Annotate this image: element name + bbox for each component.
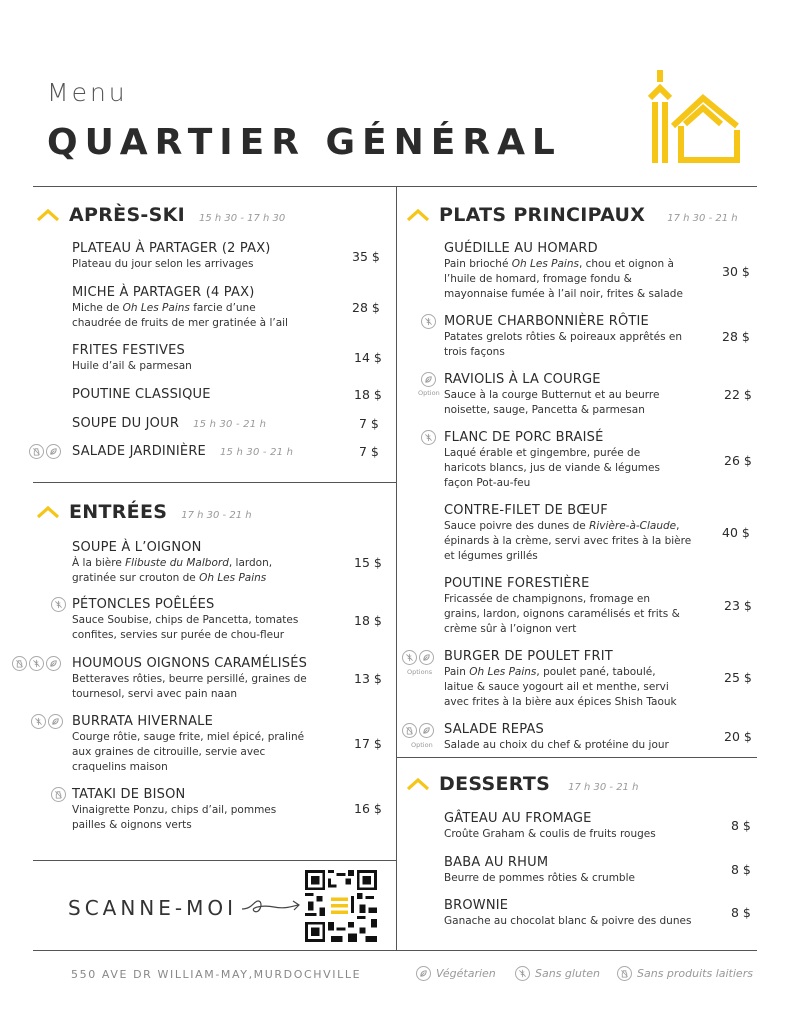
menu-item	[444, 372, 659, 418]
menu-item	[72, 285, 288, 331]
item-description: Pain Oh Les Pains, poulet pané, taboulé, laitue & sauce yogourt ail et menthe, servi avec frites à la bière aux épices Shish Taouk	[444, 666, 677, 708]
item-price: 20 $	[724, 729, 752, 744]
no-gluten-icon	[31, 714, 46, 729]
right-section-divider	[396, 757, 757, 758]
item-name: MICHE À PARTAGER (4 PAX)	[72, 285, 255, 300]
item-price: 22 $	[724, 387, 752, 402]
no-gluten-icon	[402, 650, 417, 665]
column-divider	[396, 186, 397, 950]
section-entrees	[37, 501, 252, 523]
option-label: Options	[407, 668, 433, 676]
item-description: Salade au choix du chef & protéine du jour	[444, 739, 669, 751]
item-price: 26 $	[724, 453, 752, 468]
chevron-up-icon	[37, 209, 59, 221]
diet-icons	[12, 656, 61, 671]
item-description: Sauce Soubise, chips de Pancetta, tomates confites, servies sur purée de chou-fleur	[72, 614, 299, 641]
item-price: 28 $	[722, 329, 750, 344]
item-description: Fricassée de champignons, fromage en grains, lardon, oignons caramélisés et frits & crème sûr à l’oignon vert	[444, 593, 680, 635]
item-description: Beurre de pommes rôties & crumble	[444, 872, 635, 884]
item-price: 8 $	[731, 818, 751, 833]
legend-label: Sans produits laitiers	[637, 967, 753, 980]
menu-item	[72, 787, 276, 833]
section-apres-ski	[37, 204, 285, 226]
menu-item	[444, 898, 691, 929]
menu-item	[72, 597, 298, 643]
legend-label: Sans gluten	[535, 967, 600, 980]
leaf-icon	[421, 372, 436, 387]
item-description: Pain brioché Oh Les Pains, chou et oignon à l’huile de homard, fromage fondu & mayonnaise fumée à l’ail noir, frites & salade	[444, 258, 683, 300]
no-dairy-icon	[402, 723, 417, 738]
item-price: 8 $	[731, 862, 751, 877]
item-price: 14 $	[354, 350, 382, 365]
item-description: Ganache au chocolat blanc & poivre des dunes	[444, 915, 692, 927]
chevron-up-icon	[407, 778, 429, 790]
item-description: Betteraves rôties, beurre persillé, graines de tournesol, servi avec pain naan	[72, 673, 307, 700]
menu-item	[72, 444, 293, 459]
menu-item	[444, 722, 669, 753]
left-section-divider	[33, 482, 396, 483]
item-name: CONTRE-FILET DE BŒUF	[444, 503, 608, 518]
header-divider	[33, 186, 757, 187]
legend-label: Végétarien	[436, 967, 496, 980]
diet-icons	[402, 723, 434, 738]
diet-icons	[51, 787, 66, 802]
diet-icons	[51, 597, 66, 612]
item-description: Vinaigrette Ponzu, chips d’ail, pommes pailles & oignons verts	[72, 804, 277, 831]
menu-item	[444, 576, 680, 637]
menu-item	[72, 387, 211, 402]
legend-vegetarian	[416, 966, 496, 981]
item-name: MORUE CHARBONNIÈRE RÔTIE	[444, 314, 649, 329]
item-description: À la bière Flibuste du Malbord, lardon, gratinée sur crouton de Oh Les Pains	[72, 557, 273, 584]
no-dairy-icon	[12, 656, 27, 671]
item-name: SOUPE DU JOUR	[72, 416, 180, 431]
item-price: 40 $	[722, 525, 750, 540]
leaf-icon	[419, 723, 434, 738]
address: 550 AVE DR WILLIAM-MAY,MURDOCHVILLE	[71, 968, 362, 981]
menu-item	[72, 241, 271, 272]
legend-gluten-free	[515, 966, 600, 981]
item-name: SOUPE À L’OIGNON	[72, 540, 202, 555]
item-description: Sauce à la courge Butternut et au beurre noisette, sauge, Pancetta & parmesan	[444, 389, 660, 416]
option-label: Option	[411, 741, 433, 749]
item-price: 7 $	[359, 416, 379, 431]
item-name: BABA AU RHUM	[444, 855, 549, 870]
menu-item	[72, 540, 272, 586]
item-name: BROWNIE	[444, 898, 509, 913]
item-hours: 15 h 30 - 21 h	[193, 419, 267, 430]
leaf-icon	[46, 656, 61, 671]
left-footer-divider	[33, 860, 396, 861]
no-gluten-icon	[29, 656, 44, 671]
section-desserts	[407, 773, 638, 795]
item-name: GUÉDILLE AU HOMARD	[444, 241, 598, 256]
no-gluten-icon	[421, 430, 436, 445]
item-price: 18 $	[354, 387, 382, 402]
item-description: Croûte Graham & coulis de fruits rouges	[444, 828, 656, 840]
item-price: 17 $	[354, 736, 382, 751]
item-hours: 15 h 30 - 21 h	[219, 447, 294, 458]
qr-code[interactable]	[304, 870, 378, 942]
diet-icons	[29, 444, 61, 459]
menu-item	[444, 811, 656, 842]
menu-item	[72, 714, 304, 775]
item-name: PÉTONCLES POÊLÉES	[72, 597, 215, 612]
leaf-icon	[419, 650, 434, 665]
item-price: 30 $	[722, 264, 750, 279]
no-dairy-icon	[29, 444, 44, 459]
item-description: Huile d’ail & parmesan	[72, 360, 192, 372]
section-title: ENTRÉES	[69, 501, 168, 523]
item-price: 15 $	[354, 555, 382, 570]
leaf-icon	[46, 444, 61, 459]
footer-divider	[33, 950, 757, 951]
item-name: GÂTEAU AU FROMAGE	[444, 811, 592, 826]
diet-icons	[421, 314, 436, 329]
arrow-swirl-icon	[240, 893, 302, 921]
item-description: Courge rôtie, sauge frite, miel épicé, praliné aux graines de citrouille, servie avec craquelins maison	[72, 731, 305, 773]
diet-icons	[421, 430, 436, 445]
leaf-icon	[416, 966, 431, 981]
menu-label: Menu	[47, 78, 128, 107]
item-name: POUTINE CLASSIQUE	[72, 387, 211, 402]
menu-item	[444, 649, 677, 710]
section-hours: 17 h 30 - 21 h	[568, 782, 639, 793]
chevron-up-icon	[37, 506, 59, 518]
item-price: 16 $	[354, 801, 382, 816]
section-hours: 17 h 30 - 21 h	[181, 510, 252, 521]
no-gluten-icon	[421, 314, 436, 329]
item-description: Sauce poivre des dunes de Rivière-à-Claude, épinards à la crème, servi avec frites à la bière et légumes grillés	[444, 520, 692, 562]
scan-me-label: SCANNE-MOI	[68, 896, 238, 920]
item-price: 28 $	[352, 300, 380, 315]
item-name: FLANC DE PORC BRAISÉ	[444, 430, 604, 445]
menu-item	[444, 430, 660, 491]
leaf-icon	[48, 714, 63, 729]
section-title: APRÈS-SKI	[69, 204, 185, 226]
item-name: POUTINE FORESTIÈRE	[444, 576, 590, 591]
option-label: Option	[418, 389, 440, 397]
menu-item	[72, 343, 192, 374]
item-name: PLATEAU À PARTAGER (2 PAX)	[72, 241, 271, 256]
no-dairy-icon	[617, 966, 632, 981]
item-price: 23 $	[724, 598, 752, 613]
diet-icons	[31, 714, 63, 729]
menu-item	[444, 503, 691, 564]
diet-icons	[402, 650, 434, 665]
item-price: 35 $	[352, 249, 380, 264]
section-title: PLATS PRINCIPAUX	[439, 204, 646, 226]
item-name: SALADE REPAS	[444, 722, 544, 737]
item-description: Patates grelots rôties & poireaux apprêtés en trois façons	[444, 331, 683, 358]
section-hours: 15 h 30 - 17 h 30	[199, 213, 286, 224]
menu-item	[444, 314, 682, 360]
no-dairy-icon	[51, 787, 66, 802]
menu-item	[72, 416, 266, 431]
section-title: DESSERTS	[439, 773, 551, 795]
item-description: Laqué érable et gingembre, purée de haricots blancs, jus de viande & légumes façon Pot-au-feu	[444, 447, 660, 489]
item-name: FRITES FESTIVES	[72, 343, 185, 358]
item-price: 7 $	[359, 444, 379, 459]
item-description: Plateau du jour selon les arrivages	[72, 258, 254, 270]
menu-item	[444, 241, 683, 302]
house-logo-icon	[645, 68, 740, 166]
item-price: 13 $	[354, 671, 382, 686]
item-price: 25 $	[724, 670, 752, 685]
item-name: SALADE JARDINIÈRE	[72, 444, 206, 459]
section-hours: 17 h 30 - 21 h	[667, 213, 738, 224]
chevron-up-icon	[407, 209, 429, 221]
item-price: 18 $	[354, 613, 382, 628]
no-gluten-icon	[515, 966, 530, 981]
diet-icons	[421, 372, 436, 387]
item-name: BURRATA HIVERNALE	[72, 714, 214, 729]
item-name: RAVIOLIS À LA COURGE	[444, 372, 601, 387]
item-price: 8 $	[731, 905, 751, 920]
restaurant-title: QUARTIER GÉNÉRAL	[47, 122, 562, 163]
item-name: HOUMOUS OIGNONS CARAMÉLISÉS	[72, 656, 308, 671]
item-name: BURGER DE POULET FRIT	[444, 649, 613, 664]
item-name: TATAKI DE BISON	[72, 787, 186, 802]
item-description: Miche de Oh Les Pains farcie d’une chaudrée de fruits de mer gratinée à l’ail	[72, 302, 288, 329]
section-plats-principaux	[407, 204, 738, 226]
menu-item	[444, 855, 635, 886]
menu-item	[72, 656, 307, 702]
no-gluten-icon	[51, 597, 66, 612]
legend-dairy-free	[617, 966, 753, 981]
